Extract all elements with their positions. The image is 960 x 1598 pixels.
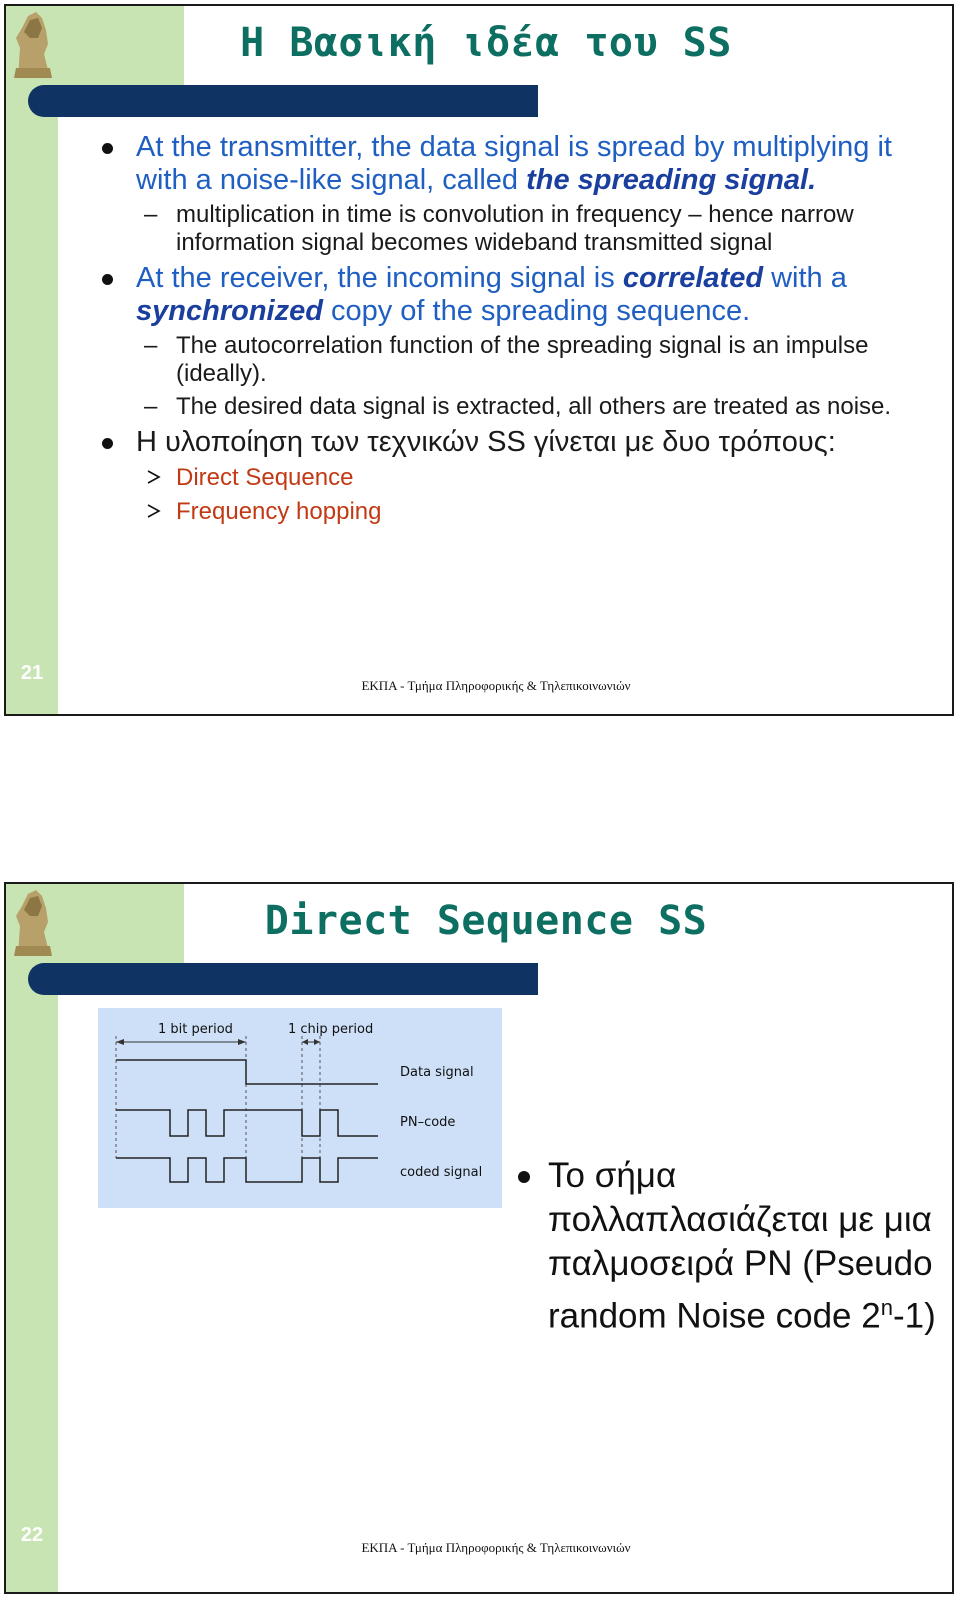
dash-icon: – (144, 332, 158, 359)
emphasis-synchronized: synchronized (136, 295, 323, 327)
header-band (58, 6, 184, 86)
bullet-transmitter: At the transmitter, the data signal is spread by multiplying it with a noise-like signal, called the spreading signal. (86, 131, 946, 197)
university-crest-icon (8, 8, 58, 82)
subitem-frequency-hopping: Frequency hopping (86, 497, 946, 527)
university-crest-icon (8, 886, 58, 960)
bullet-receiver: At the receiver, the incoming signal is correlated with a synchronized copy of the spreading sequence. (86, 262, 946, 328)
dash-icon: – (144, 201, 158, 228)
title-bar (28, 85, 538, 117)
slide-content (86, 131, 946, 531)
bullet-implementation: Η υλοποίηση των τεχνικών SS γίνεται με δυο τρόπους: (86, 426, 946, 459)
bit-period-label: 1 bit period (158, 1022, 233, 1037)
coded-signal-wave (116, 1158, 378, 1182)
pn-code-label: PN–code (400, 1115, 456, 1130)
data-signal-wave (116, 1060, 378, 1084)
header-band (58, 884, 184, 964)
slide-number: 21 (20, 662, 44, 684)
chip-period-label: 1 chip period (288, 1022, 374, 1037)
emphasis-correlated: correlated (622, 262, 764, 294)
slide-21 (4, 4, 954, 716)
slide-number: 22 (20, 1524, 44, 1546)
slide-22 (4, 882, 954, 1594)
subitem-direct-sequence: Direct Sequence (86, 463, 946, 493)
slide-title: Η Βασική ιδέα του SS (240, 20, 732, 66)
title-bar (28, 963, 538, 995)
emphasis-spreading-signal: the spreading signal. (526, 164, 817, 196)
slide-footer: ΕΚΠΑ - Τμήμα Πληροφορικής & Τηλεπικοινωνιών (361, 1540, 631, 1555)
arrow-bullet-icon (146, 503, 162, 519)
pn-code-wave (116, 1110, 378, 1136)
dash-icon: – (144, 393, 158, 420)
bullet-dot-icon (518, 1171, 530, 1183)
arrow-bullet-icon (146, 469, 162, 485)
bullet-dot-icon (102, 274, 113, 285)
subbullet-autocorrelation: – The autocorrelation function of the spreading signal is an impulse (ideally). (144, 332, 869, 387)
bullet-pn-multiplication: Το σήμα πολλαπλασιάζεται με μια παλμοσειρά PN (Pseudo random Noise code 2$^n$-1) (518, 1154, 938, 1339)
coded-signal-label: coded signal (400, 1165, 483, 1180)
bullet-dot-icon (102, 438, 113, 449)
bullet-dot-icon (102, 143, 113, 154)
dsss-waveform-diagram (98, 1008, 502, 1208)
slide-footer: ΕΚΠΑ - Τμήμα Πληροφορικής & Τηλεπικοινωνιών (361, 678, 631, 693)
subbullet-multiplication: – multiplication in time is convolution in frequency – hence narrow information signal becomes wideband transmitted signal (144, 201, 854, 256)
waveform-svg (98, 1008, 502, 1208)
subbullet-desired-data: – The desired data signal is extracted, all others are treated as noise. (144, 393, 892, 420)
data-signal-label: Data signal (400, 1065, 474, 1080)
slide-title: Direct Sequence SS (264, 898, 708, 944)
